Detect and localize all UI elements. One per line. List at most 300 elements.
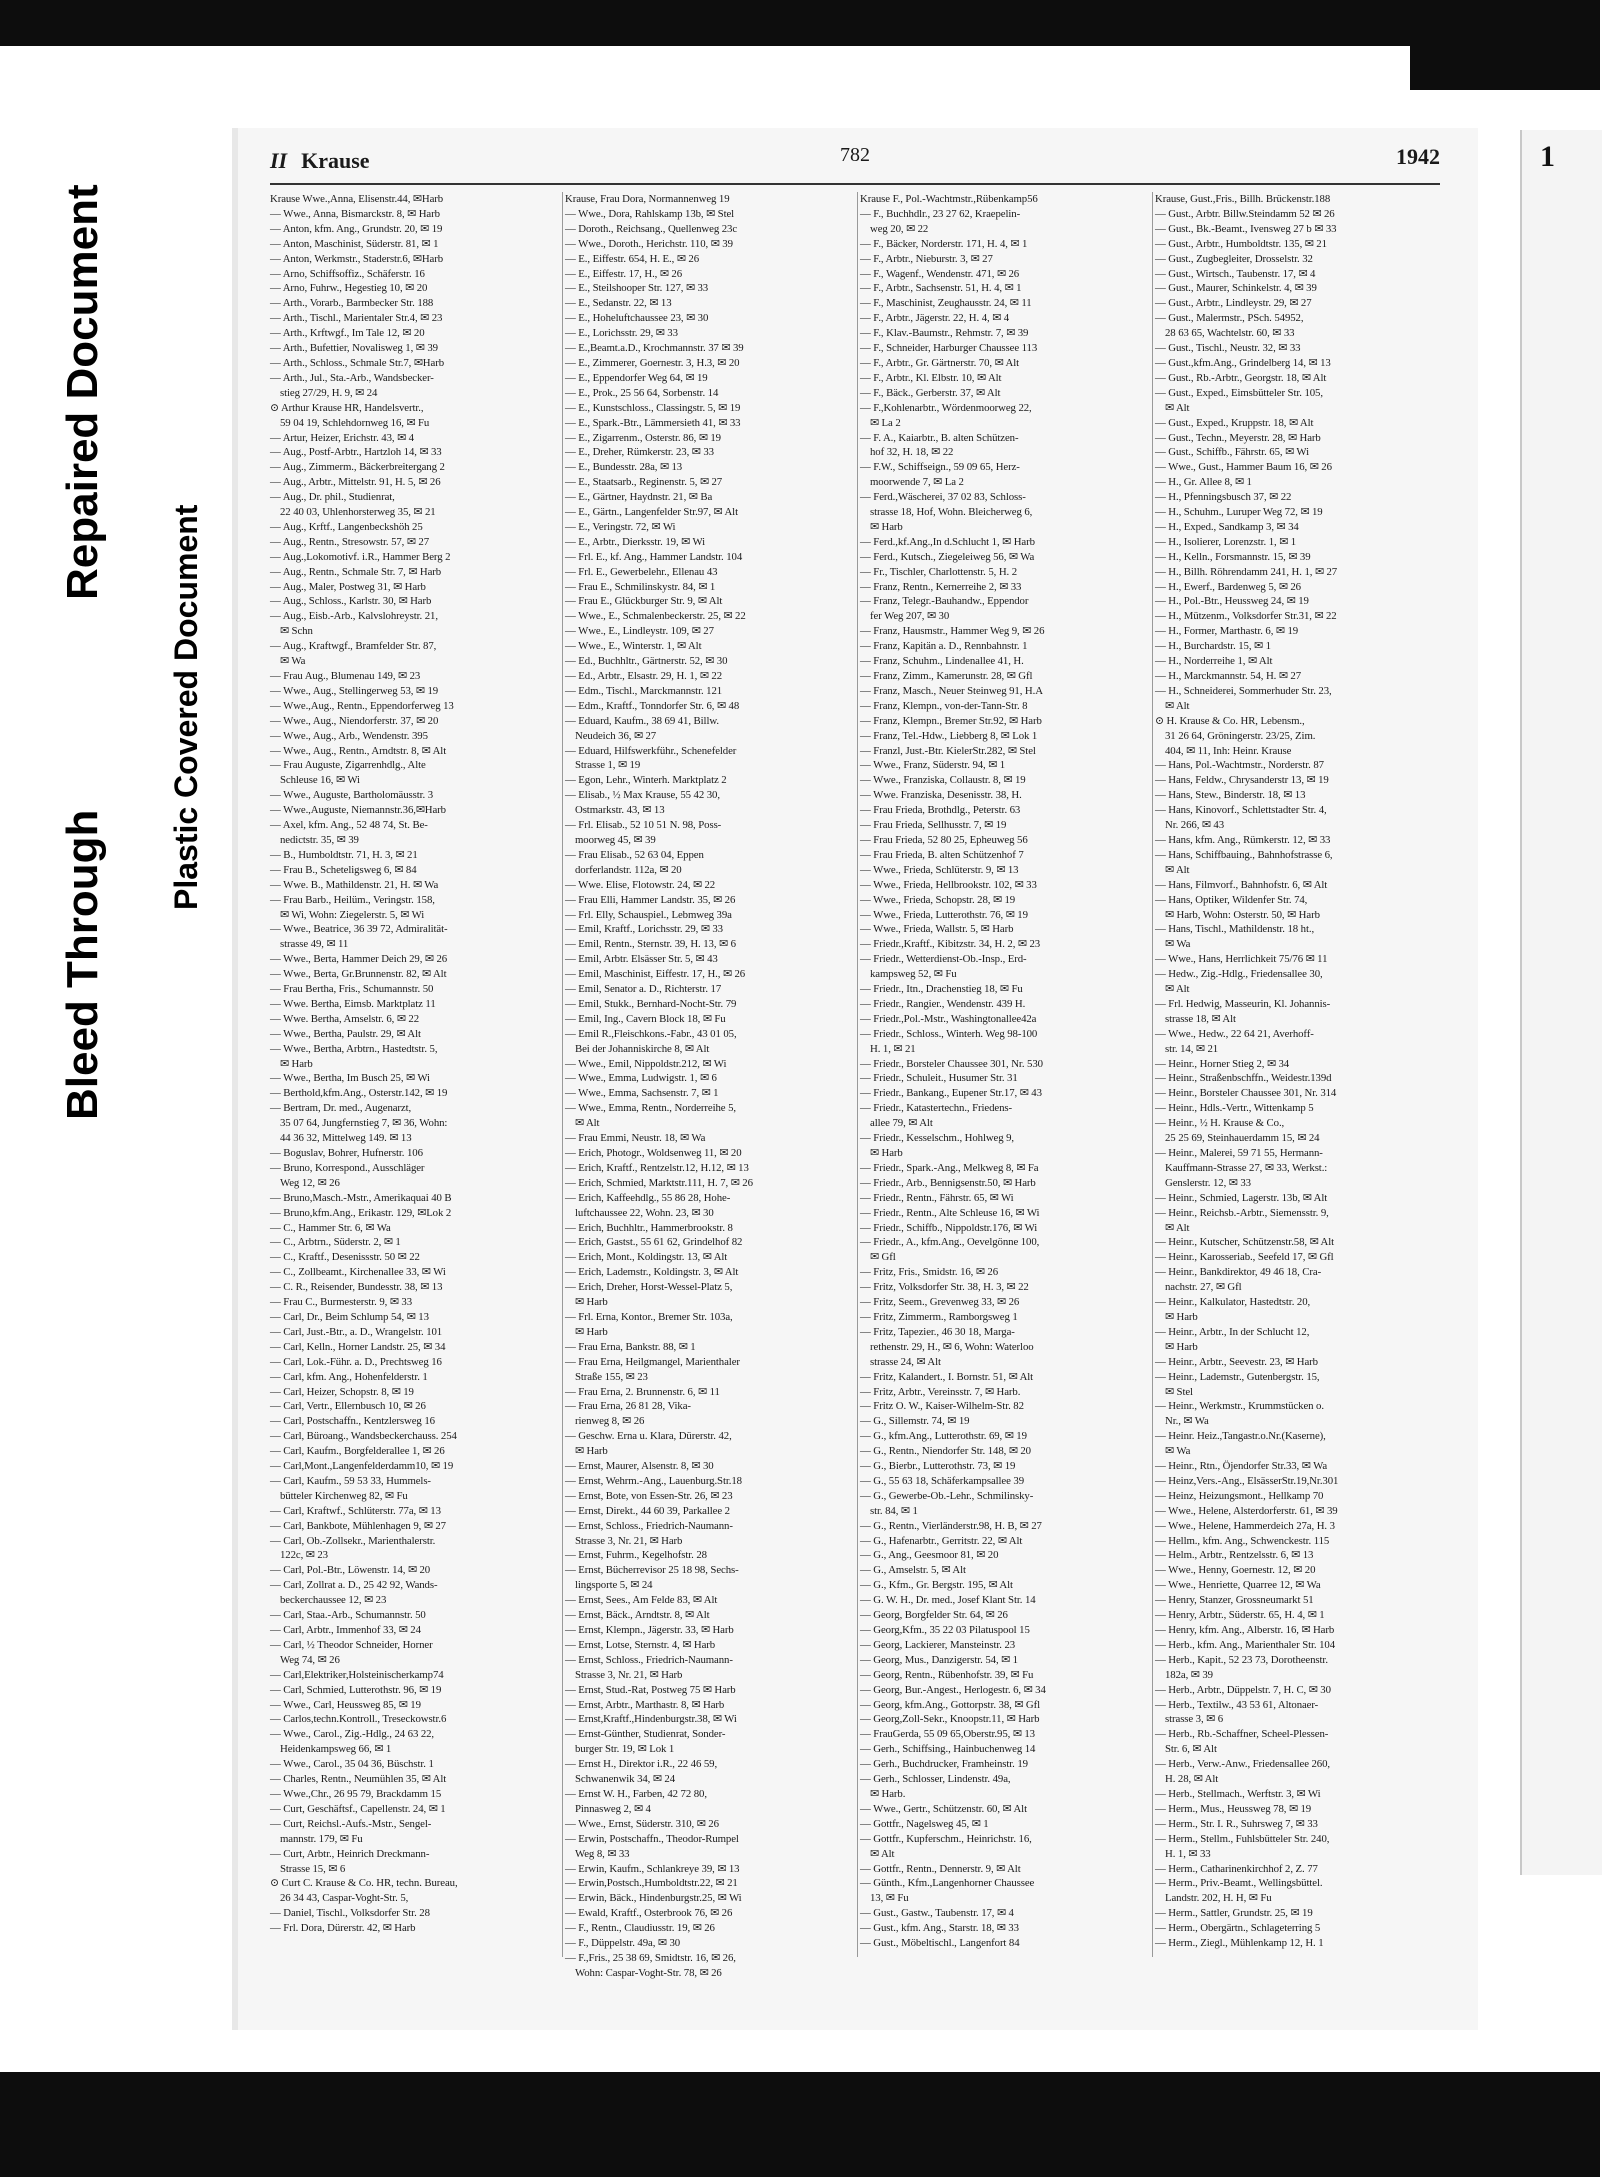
directory-entry: — Aug.,Lokomotivf. i.R., Hammer Berg 2	[270, 550, 451, 563]
directory-entry: — E., Kunstschloss., Classingstr. 5, ✉ 19	[565, 401, 741, 414]
directory-entry: — Fritz, Tapezier., 46 30 18, Marga-	[860, 1325, 1015, 1338]
directory-entry: — F., Arbtr., Sachsenstr. 51, H. 4, ✉ 1	[860, 282, 1022, 295]
directory-entry: — Fritz, Zimmerm., Ramborgsweg 1	[860, 1310, 1018, 1323]
directory-entry: Nr., ✉ Wa	[1165, 1415, 1209, 1428]
directory-entry: Krause, Frau Dora, Normannenweg 19	[565, 193, 730, 205]
directory-entry: Weg 12, ✉ 26	[280, 1176, 340, 1189]
directory-entry: — Gust., Maurer, Schinkelstr. 4, ✉ 39	[1155, 282, 1317, 295]
directory-entry: — H., Gr. Allee 8, ✉ 1	[1155, 476, 1252, 489]
directory-entry: — Emil, Rentn., Sternstr. 39, H. 13, ✉ 6	[565, 938, 736, 951]
directory-entry: — Heinz,Vers.-Ang., ElsässerStr.19,Nr.301	[1155, 1474, 1339, 1487]
directory-entry: — Gust., kfm. Ang., Starstr. 18, ✉ 33	[860, 1922, 1019, 1935]
directory-entry: — Wwe., Aug., Rentn., Arndtstr. 8, ✉ Alt	[270, 744, 447, 757]
directory-entry: ✉ Wa	[1165, 938, 1191, 951]
directory-entry: — Frau Frieda, B. alten Schützenhof 7	[860, 848, 1024, 861]
directory-entry: — Emil, Stukk., Bernhard-Nocht-Str. 79	[565, 997, 737, 1010]
directory-entry: — Heinr., ½ H. Krause & Co.,	[1155, 1117, 1285, 1130]
directory-entry: — Frau B., Scheteligsweg 6, ✉ 84	[270, 863, 417, 876]
directory-entry: — Ernst, Fuhrm., Kegelhofstr. 28	[565, 1549, 707, 1562]
directory-entry: — Fritz, Arbtr., Vereinsstr. 7, ✉ Harb.	[860, 1385, 1021, 1398]
directory-entry: mannstr. 179, ✉ Fu	[280, 1832, 363, 1845]
directory-entry: Bei der Johanniskirche 8, ✉ Alt	[575, 1042, 710, 1055]
directory-entry: — Emil, Ing., Cavern Block 18, ✉ Fu	[565, 1012, 726, 1025]
directory-entry: str. 14, ✉ 21	[1165, 1042, 1219, 1055]
directory-entry: — E., Eiffestr. 17, H., ✉ 26	[565, 267, 683, 280]
directory-entry: — Ernst, Schloss., Friedrich-Naumann-	[565, 1653, 733, 1666]
directory-entry: ✉ Gfl	[870, 1251, 896, 1264]
directory-entry: — Wwe., Carl, Heussweg 85, ✉ 19	[270, 1698, 421, 1711]
directory-entry: — Wwe., E., Lindleystr. 109, ✉ 27	[565, 625, 714, 638]
directory-entry: ✉ Alt	[575, 1117, 600, 1130]
directory-entry: Straße 155, ✉ 23	[575, 1370, 648, 1383]
directory-entry: — Wwe., Emil, Nippoldstr.212, ✉ Wi	[565, 1057, 727, 1070]
directory-entry: — Wwe., E., Winterstr. 1, ✉ Alt	[565, 640, 702, 653]
directory-entry: — H., Isolierer, Lorenzstr. 1, ✉ 1	[1155, 535, 1297, 548]
directory-entry: — Erich, Schmied, Marktstr.111, H. 7, ✉ 26	[565, 1176, 753, 1189]
directory-entry: — Frau Elisab., 52 63 04, Eppen	[565, 848, 704, 861]
directory-entry: — Gust., Exped., Eimsbütteler Str. 105,	[1155, 386, 1323, 399]
directory-entry: — Heinr., Arbtr., Seevestr. 23, ✉ Harb	[1155, 1355, 1318, 1368]
directory-entry: — H., Marckmannstr. 54, H. ✉ 27	[1155, 670, 1301, 682]
directory-entry: — Herb., Rb.-Schaffner, Scheel-Plessen-	[1155, 1728, 1329, 1741]
directory-entry: — Aug., Arbtr., Mittelstr. 91, H. 5, ✉ 26	[270, 476, 441, 489]
directory-entry: Heidenkampsweg 66, ✉ 1	[280, 1743, 392, 1756]
directory-entry: — Wwe., Dora, Rahlskamp 13b, ✉ Stel	[565, 207, 735, 220]
directory-entry: — Friedr.,Pol.-Mstr., Washingtonallee42a	[860, 1012, 1037, 1025]
directory-entry: — F., Arbtr., Kl. Elbstr. 10, ✉ Alt	[860, 371, 1002, 384]
directory-entry: — Hans, kfm. Ang., Rümkerstr. 12, ✉ 33	[1155, 833, 1331, 846]
directory-entry: — Anton, kfm. Ang., Grundstr. 20, ✉ 19	[270, 222, 443, 235]
directory-entry: — Fritz, Kalandert., I. Bornstr. 51, ✉ Alt	[860, 1370, 1034, 1383]
directory-entry: — Emil, Maschinist, Eiffestr. 17, H., ✉ 26	[565, 968, 746, 981]
directory-entry: — Gust., Gastw., Taubenstr. 17, ✉ 4	[860, 1907, 1014, 1920]
column-divider	[562, 192, 563, 1957]
directory-entry: — Gust., Arbtr., Lindleystr. 29, ✉ 27	[1155, 297, 1312, 310]
directory-entry: — Gerh., Buchdrucker, Framheinstr. 19	[860, 1758, 1028, 1771]
directory-entry: — Carl, Staa.-Arb., Schumannstr. 50	[270, 1609, 426, 1622]
directory-entry: ✉ Harb.	[870, 1787, 906, 1800]
directory-entry: — Gust., Arbtr. Billw.Steindamm 52 ✉ 26	[1155, 207, 1335, 220]
directory-entry: — Herb., Verw.-Anw., Friedensallee 260,	[1155, 1758, 1331, 1771]
next-page-edge	[1520, 130, 1602, 1875]
plastic-covered-label: Plastic Covered Document	[168, 504, 204, 910]
directory-entry: — G., Amselstr. 5, ✉ Alt	[860, 1564, 966, 1577]
directory-entry: — Carlos,techn.Kontroll., Treseckowstr.6	[270, 1713, 447, 1726]
directory-entry: — Bruno,kfm.Ang., Erikastr. 129, ✉Lok 2	[270, 1206, 452, 1219]
directory-entry: Krause Wwe.,Anna, Elisenstr.44, ✉Harb	[270, 193, 444, 205]
directory-entry: — Arth., Vorarb., Barmbecker Str. 188	[270, 297, 434, 310]
directory-entry: — Georg, Bur.-Angest., Herlogestr. 6, ✉ 34	[860, 1683, 1046, 1696]
directory-entry: — Anton, Maschinist, Süderstr. 81, ✉ 1	[270, 237, 439, 250]
directory-entry: — Aug., Zimmerm., Bäckerbreitergang 2	[270, 461, 445, 474]
directory-entry: — G., 55 63 18, Schäferkampsallee 39	[860, 1474, 1025, 1487]
directory-entry: — Henry, kfm. Ang., Alberstr. 16, ✉ Harb	[1155, 1624, 1335, 1636]
directory-entry: — Wwe., Emma, Rentn., Norderreihe 5,	[565, 1102, 737, 1115]
directory-entry: — Franz, Rentn., Kernerreihe 2, ✉ 33	[860, 580, 1022, 593]
directory-entry: — Aug., Maler, Postweg 31, ✉ Harb	[270, 580, 426, 593]
document-condition-labels	[58, 120, 204, 1120]
directory-entry: — Ed., Arbtr., Elsastr. 29, H. 1, ✉ 22	[565, 670, 722, 682]
directory-entry: — F., Düppelstr. 49a, ✉ 30	[565, 1937, 681, 1950]
directory-entry: — Frl. Hedwig, Masseurin, Kl. Johannis-	[1155, 997, 1331, 1010]
directory-entry: — Friedr., Schloss., Winterh. Weg 98-100	[860, 1027, 1038, 1040]
directory-entry: — Friedr., Schiffb., Nippoldstr.176, ✉ Wi	[860, 1221, 1038, 1234]
directory-entry: — Elisab., ½ Max Krause, 55 42 30,	[565, 789, 720, 802]
directory-entry: dorferlandstr. 112a, ✉ 20	[575, 863, 682, 876]
directory-entry: — Wwe., Helene, Hammerdeich 27a, H. 3	[1155, 1519, 1335, 1532]
directory-entry: — Wwe., Hans, Herrlichkeit 75/76 ✉ 11	[1155, 953, 1328, 966]
page-header	[270, 144, 1440, 184]
directory-entry: — B., Humboldtstr. 71, H. 3, ✉ 21	[270, 848, 418, 861]
directory-entry: — Herm., Sattler, Grundstr. 25, ✉ 19	[1155, 1907, 1313, 1920]
directory-entry: — Heinr., Schmied, Lagerstr. 13b, ✉ Alt	[1155, 1191, 1328, 1204]
directory-entry: — Gust.,kfm.Ang., Grindelberg 14, ✉ 13	[1155, 356, 1331, 369]
directory-entry: — Frl. Elisab., 52 10 51 N. 98, Poss-	[565, 819, 722, 832]
directory-entry: — Friedr., Spark.-Ang., Melkweg 8, ✉ Fa	[860, 1161, 1039, 1174]
directory-entry: — Frl. Elly, Schauspiel., Lebmweg 39a	[565, 908, 732, 921]
directory-entry: ✉ Harb	[575, 1296, 608, 1309]
directory-entry: — Frau Frieda, 52 80 25, Epheuweg 56	[860, 833, 1028, 846]
directory-entry: — Doroth., Reichsang., Quellenweg 23c	[565, 222, 738, 235]
directory-entry: — Wwe., Carol., Zig.-Hdlg., 24 63 22,	[270, 1728, 435, 1741]
directory-entry: beckerchaussee 12, ✉ 23	[280, 1594, 387, 1607]
directory-entry: — Heinr., Arbtr., In der Schlucht 12,	[1155, 1325, 1310, 1338]
directory-entry: rienweg 8, ✉ 26	[575, 1415, 645, 1428]
directory-entry: — Charles, Rentn., Neumühlen 35, ✉ Alt	[270, 1773, 447, 1786]
directory-entry: — Herm., Str. I. R., Suhrsweg 7, ✉ 33	[1155, 1817, 1318, 1830]
directory-entry: — Emil, Kraftf., Lorichsstr. 29, ✉ 33	[565, 923, 723, 936]
directory-entry: strasse 49, ✉ 11	[280, 938, 349, 951]
directory-entry: — F., Klav.-Baumstr., Rehmstr. 7, ✉ 39	[860, 327, 1029, 340]
directory-entry: — Erich, Kaffeehdlg., 55 86 28, Hohe-	[565, 1191, 731, 1204]
directory-entry: — Herm., Priv.-Beamt., Wellingsbüttel.	[1155, 1877, 1323, 1890]
directory-entry: — H., Mützenm., Volksdorfer Str.31, ✉ 22	[1155, 610, 1337, 623]
directory-entry: — Heinr., Straßenbschffn., Weidestr.139d	[1155, 1072, 1332, 1085]
directory-entry: — Ernst, Bäck., Arndtstr. 8, ✉ Alt	[565, 1609, 710, 1622]
column-2	[565, 192, 850, 1979]
column-1	[270, 192, 555, 1957]
directory-entry: — C. R., Reisender, Bundesstr. 38, ✉ 13	[270, 1281, 443, 1294]
directory-entry: — H., Burchardstr. 15, ✉ 1	[1155, 640, 1271, 653]
directory-entry: — H., Norderreihe 1, ✉ Alt	[1155, 655, 1273, 668]
directory-entry: — Fritz, Seem., Grevenweg 33, ✉ 26	[860, 1296, 1020, 1309]
directory-entry: Landstr. 202, H. H, ✉ Fu	[1165, 1892, 1272, 1905]
directory-entry: — Herb., Textilw., 43 53 61, Altonaer-	[1155, 1698, 1319, 1711]
directory-entry: — Friedr., Katastertechn., Friedens-	[860, 1102, 1013, 1115]
directory-entry: — Carl, Bankbote, Mühlenhagen 9, ✉ 27	[270, 1519, 446, 1532]
directory-entry: — Hans, Kinovorf., Schlettstadter Str. 4,	[1155, 804, 1327, 817]
directory-entry: — C., Kraftf., Desenissstr. 50 ✉ 22	[270, 1251, 420, 1264]
directory-entry: — Friedr., Rentn., Fährstr. 65, ✉ Wi	[860, 1191, 1014, 1204]
directory-entry: — Gust., Wirtsch., Taubenstr. 17, ✉ 4	[1155, 267, 1316, 280]
directory-entry: — Axel, kfm. Ang., 52 48 74, St. Be-	[270, 819, 428, 832]
directory-entry: — Wwe., Bertha, Im Busch 25, ✉ Wi	[270, 1072, 430, 1085]
scan-border-top-right	[1410, 46, 1600, 90]
directory-entry: — F., Bäcker, Norderstr. 171, H. 4, ✉ 1	[860, 237, 1028, 250]
directory-entry: — Carl, Kelln., Horner Landstr. 25, ✉ 34	[270, 1340, 446, 1353]
directory-entry: ✉ Wa	[280, 655, 306, 668]
directory-entry: — Artur, Heizer, Erichstr. 43, ✉ 4	[270, 431, 414, 444]
directory-entry: — Heinr., Borsteler Chaussee 301, Nr. 314	[1155, 1087, 1337, 1100]
directory-entry: — Carl, kfm. Ang., Hohenfelderstr. 1	[270, 1370, 428, 1383]
directory-entry: — Erwin, Postschaffn., Theodor-Rumpel	[565, 1832, 739, 1845]
directory-entry: — Arth., Schloss., Schmale Str.7, ✉Harb	[270, 356, 444, 369]
directory-entry: — Aug., Eisb.-Arb., Kalvslohreystr. 21,	[270, 610, 438, 623]
directory-columns	[270, 192, 1440, 1979]
directory-entry: — G., Gewerbe-Ob.-Lehr., Schmilinsky-	[860, 1489, 1034, 1502]
directory-entry: — E., Zimmerer, Goernestr. 3, H.3, ✉ 20	[565, 356, 740, 369]
directory-entry: — Ed., Buchhltr., Gärtnerstr. 52, ✉ 30	[565, 655, 728, 668]
directory-entry: ✉ La 2	[870, 416, 901, 429]
directory-entry: 182a, ✉ 39	[1165, 1668, 1213, 1681]
directory-entry: — Edm., Kraftf., Tonndorfer Str. 6, ✉ 48	[565, 699, 740, 712]
directory-entry: ✉ Alt	[1165, 1221, 1190, 1234]
directory-entry: weg 20, ✉ 22	[870, 222, 929, 235]
directory-entry: — C., Zollbeamt., Kirchenallee 33, ✉ Wi	[270, 1266, 446, 1279]
directory-entry: — Frau Erna, 2. Brunnenstr. 6, ✉ 11	[565, 1385, 720, 1398]
directory-entry: nachstr. 27, ✉ Gfl	[1165, 1281, 1242, 1294]
directory-entry: — Friedr.,Kraftf., Kibitzstr. 34, H. 2, ✉ 23	[860, 938, 1041, 951]
directory-entry: — Anton, Werkmstr., Staderstr.6, ✉Harb	[270, 252, 444, 265]
directory-entry: — Friedr., Bankang., Eupener Str.17, ✉ 43	[860, 1087, 1042, 1100]
directory-entry: — Heinr., Horner Stieg 2, ✉ 34	[1155, 1057, 1290, 1070]
directory-entry: Strasse 1, ✉ 19	[575, 759, 641, 772]
directory-entry: — Georg, Lackierer, Mansteinstr. 23	[860, 1638, 1016, 1651]
directory-entry: — Ernst W. H., Farben, 42 72 80,	[565, 1787, 707, 1800]
directory-entry: — Emil, Senator a. D., Richterstr. 17	[565, 983, 722, 996]
directory-entry: Strasse 15, ✉ 6	[280, 1862, 346, 1875]
directory-entry: — Wwe., Franz, Süderstr. 94, ✉ 1	[860, 759, 1006, 772]
directory-entry: — Frau Auguste, Zigarrenhdlg., Alte	[270, 759, 426, 772]
directory-entry: — E., Zigarrenm., Osterstr. 86, ✉ 19	[565, 431, 721, 444]
directory-entry: — Herm., Ziegl., Mühlenkamp 12, H. 1	[1155, 1937, 1324, 1950]
directory-entry: — Herb., kfm. Ang., Marienthaler Str. 104	[1155, 1638, 1336, 1651]
directory-entry: — Franz, Hausmstr., Hammer Weg 9, ✉ 26	[860, 625, 1045, 638]
directory-entry: — Carl, ½ Theodor Schneider, Horner	[270, 1638, 433, 1651]
scan-border-bottom	[0, 2072, 1600, 2177]
directory-entry: str. 84, ✉ 1	[870, 1504, 918, 1517]
directory-entry: — Curt, Geschäftsf., Capellenstr. 24, ✉ 1	[270, 1802, 446, 1815]
directory-entry: Wohn: Caspar-Voght-Str. 78, ✉ 26	[575, 1966, 722, 1979]
directory-entry: — Franz, Schuhm., Lindenallee 41, H.	[860, 655, 1024, 668]
directory-entry: — Bruno, Korrespond., Ausschläger	[270, 1161, 425, 1174]
directory-entry: — Ernst H., Direktor i.R., 22 46 59,	[565, 1758, 718, 1771]
directory-entry: — Fr., Tischler, Charlottenstr. 5, H. 2	[860, 565, 1018, 578]
directory-entry: — Friedr., Rangier., Wendenstr. 439 H.	[860, 997, 1026, 1010]
directory-entry: — Gust., Techn., Meyerstr. 28, ✉ Harb	[1155, 431, 1321, 444]
directory-entry: — Franz, Masch., Neuer Steinweg 91, H.A	[860, 684, 1043, 697]
directory-entry: — G., Sillemstr. 74, ✉ 19	[860, 1415, 970, 1428]
directory-entry: — Wwe., Auguste, Bartholomäusstr. 3	[270, 789, 434, 802]
directory-entry: moorweg 45, ✉ 39	[575, 833, 656, 846]
directory-entry: — Curt, Arbtr., Heinrich Dreckmann-	[270, 1847, 430, 1860]
directory-entry: — Wwe., Frieda, Hellbrookstr. 102, ✉ 33	[860, 878, 1037, 891]
header-year: 1942	[1396, 144, 1440, 169]
directory-entry: 26 34 43, Caspar-Voght-Str. 5,	[280, 1892, 409, 1905]
directory-entry: — Carl, Heizer, Schopstr. 8, ✉ 19	[270, 1385, 414, 1398]
directory-entry: — Herm., Mus., Heussweg 78, ✉ 19	[1155, 1802, 1312, 1815]
directory-entry: — Arno, Fuhrw., Hegestieg 10, ✉ 20	[270, 282, 428, 295]
directory-entry: — Wwe.,Auguste, Niemannstr.36,✉Harb	[270, 804, 446, 817]
directory-entry: — Frau Erna, Bankstr. 88, ✉ 1	[565, 1340, 696, 1353]
directory-entry: — G., Rentn., Niendorfer Str. 148, ✉ 20	[860, 1445, 1031, 1458]
directory-entry: — Frau E., Schmilinskystr. 84, ✉ 1	[565, 580, 716, 593]
directory-entry: — Ernst, Arbtr., Marthastr. 8, ✉ Harb	[565, 1698, 725, 1711]
directory-entry: — Heinr., Karosseriab., Seefeld 17, ✉ Gfl	[1155, 1251, 1334, 1264]
directory-entry: Weg 8, ✉ 33	[575, 1847, 630, 1860]
directory-entry: — E.,Beamt.a.D., Krochmannstr. 37 ✉ 39	[565, 342, 744, 355]
directory-entry: — Wwe., Aug., Arb., Wendenstr. 395	[270, 729, 428, 742]
directory-entry: — H., Exped., Sandkamp 3, ✉ 34	[1155, 520, 1299, 533]
directory-entry: 122c, ✉ 23	[280, 1549, 328, 1562]
directory-entry: — Arth., Krftwgf., Im Tale 12, ✉ 20	[270, 327, 425, 340]
directory-entry: — Heinr., Reichsb.-Arbtr., Siemensstr. 9,	[1155, 1206, 1329, 1219]
page-number: 782	[840, 144, 870, 166]
directory-entry: — Gerh., Schiffsing., Hainbuchenweg 14	[860, 1743, 1036, 1756]
directory-entry: — Hans, Tischl., Mathildenstr. 18 ht.,	[1155, 923, 1315, 936]
directory-entry: H. 1, ✉ 21	[870, 1042, 916, 1055]
directory-entry: — Eduard, Hilfswerkführ., Schenefelder	[565, 744, 737, 757]
directory-entry: — Carl, Arbtr., Immenhof 33, ✉ 24	[270, 1624, 421, 1636]
directory-entry: — Frau Emmi, Neustr. 18, ✉ Wa	[565, 1132, 706, 1145]
directory-entry: ✉ Harb, Wohn: Osterstr. 50, ✉ Harb	[1165, 908, 1320, 921]
directory-entry: — Gerh., Schlosser, Lindenstr. 49a,	[860, 1773, 1011, 1786]
directory-entry: — Franz, Klempn., von-der-Tann-Str. 8	[860, 699, 1028, 712]
directory-entry: — Aug., Postf-Arbtr., Hartzloh 14, ✉ 33	[270, 446, 442, 459]
header-rule	[270, 183, 1440, 185]
directory-entry: — Wwe., Frieda, Schopstr. 28, ✉ 19	[860, 893, 1016, 906]
directory-entry: — Gottfr., Kupferschm., Heinrichstr. 16,	[860, 1832, 1032, 1845]
directory-entry: — F., Arbtr., Gr. Gärtnerstr. 70, ✉ Alt	[860, 356, 1020, 369]
directory-entry: ✉ Harb	[1165, 1310, 1198, 1323]
directory-entry: — Emil R.,Fleischkons.-Fabr., 43 01 05,	[565, 1027, 737, 1040]
directory-entry: — Wwe., Bertha, Paulstr. 29, ✉ Alt	[270, 1027, 421, 1040]
directory-entry: — Carl, Postschaffn., Kentzlersweg 16	[270, 1415, 435, 1428]
directory-entry: — E., Steilshooper Str. 127, ✉ 33	[565, 282, 709, 295]
directory-entry: — Frl. Dora, Dürerstr. 42, ✉ Harb	[270, 1922, 416, 1935]
directory-entry: ✉ Schn	[280, 625, 313, 638]
directory-entry: strasse 18, ✉ Alt	[1165, 1012, 1236, 1025]
directory-entry: — Erich, Mont., Koldingstr. 13, ✉ Alt	[565, 1251, 728, 1264]
directory-entry: — Gust., Möbeltischl., Langenfort 84	[860, 1937, 1020, 1950]
directory-entry: — Carl, Lok.-Führ. a. D., Prechtsweg 16	[270, 1355, 442, 1368]
directory-entry: — Ernst, Bote, von Essen-Str. 26, ✉ 23	[565, 1489, 733, 1502]
directory-entry: 28 63 65, Wachtelstr. 60, ✉ 33	[1165, 327, 1295, 340]
directory-entry: — E., Gärtn., Langenfelder Str.97, ✉ Alt	[565, 506, 738, 519]
directory-entry: Neudeich 36, ✉ 27	[575, 729, 657, 742]
directory-entry: — Gust., Bk.-Beamt., Ivensweg 27 b ✉ 33	[1155, 222, 1337, 235]
directory-entry: — Gust., Malermstr., PSch. 54952,	[1155, 312, 1304, 325]
directory-entry: — Frau E., Glückburger Str. 9, ✉ Alt	[565, 595, 723, 608]
directory-entry: 22 40 03, Uhlenhorsterweg 35, ✉ 21	[280, 506, 436, 519]
directory-entry: — H., Pfenningsbusch 37, ✉ 22	[1155, 491, 1292, 504]
directory-entry: ⊙ Curt C. Krause & Co. HR, techn. Bureau,	[270, 1877, 458, 1890]
column-3	[860, 192, 1145, 1957]
directory-entry: Weg 74, ✉ 26	[280, 1653, 340, 1666]
directory-entry: — Franz, Zimm., Kamerunstr. 28, ✉ Gfl	[860, 670, 1033, 682]
directory-entry: — Edm., Tischl., Marckmannstr. 121	[565, 684, 723, 697]
directory-entry: — Frau Frieda, Brothdlg., Peterstr. 63	[860, 804, 1021, 817]
directory-entry: — Aug., Krftf., Langenbeckshöh 25	[270, 520, 423, 533]
directory-entry: — F., Arbtr., Nieburstr. 3, ✉ 27	[860, 252, 993, 265]
directory-entry: — Wwe. Bertha, Eimsb. Marktplatz 11	[270, 997, 436, 1010]
directory-entry: — F.,Fris., 25 38 69, Smidtstr. 16, ✉ 26,	[565, 1951, 736, 1964]
directory-entry: strasse 3, ✉ 6	[1165, 1713, 1224, 1726]
directory-entry: — Carl, Ob.-Zollsekr., Marienthalerstr.	[270, 1534, 436, 1547]
directory-entry: — Erwin,Postsch.,Humboldtstr.22, ✉ 21	[565, 1877, 738, 1890]
directory-entry: — Heinr., Kalkulator, Hastedtstr. 20,	[1155, 1296, 1311, 1309]
directory-entry: — Wwe., Berta, Hammer Deich 29, ✉ 26	[270, 953, 448, 966]
directory-entry: — Gottfr., Nagelsweg 45, ✉ 1	[860, 1817, 989, 1830]
directory-entry: — Ernst-Günther, Studienrat, Sonder-	[565, 1728, 726, 1741]
directory-entry: — H., Ewerf., Bardenweg 5, ✉ 26	[1155, 580, 1301, 593]
directory-entry: — Wwe., Hedw., 22 64 21, Averhoff-	[1155, 1027, 1314, 1040]
directory-entry: — Ernst, Maurer, Alsenstr. 8, ✉ 30	[565, 1460, 714, 1473]
directory-entry: — Arno, Schiffsoffiz., Schäferstr. 16	[270, 267, 425, 280]
directory-entry: — Fritz O. W., Kaiser-Wilhelm-Str. 82	[860, 1400, 1024, 1413]
directory-entry: — Heinr., Kutscher, Schützenstr.58, ✉ Alt	[1155, 1236, 1335, 1249]
directory-entry: 31 26 64, Gröningerstr. 23/25, Zim.	[1165, 729, 1316, 742]
directory-entry: — Hans, Pol.-Wachtmstr., Norderstr. 87	[1155, 759, 1324, 772]
directory-entry: — Wwe., E., Schmalenbeckerstr. 25, ✉ 22	[565, 610, 746, 623]
directory-entry: — Wwe., Anna, Bismarckstr. 8, ✉ Harb	[270, 207, 440, 220]
directory-entry: ✉ Alt	[1165, 983, 1190, 996]
directory-entry: stieg 27/29, H. 9, ✉ 24	[280, 386, 378, 399]
directory-entry: — Geschw. Erna u. Klara, Dürerstr. 42,	[565, 1430, 732, 1443]
directory-entry: — Wwe., Aug., Stellingerweg 53, ✉ 19	[270, 684, 439, 697]
directory-entry: — F., Wagenf., Wendenstr. 471, ✉ 26	[860, 267, 1020, 280]
header-name: Krause	[301, 148, 370, 173]
directory-entry: — Boguslav, Bohrer, Hufnerstr. 106	[270, 1147, 423, 1159]
directory-entry: kampsweg 52, ✉ Fu	[870, 968, 957, 981]
directory-entry: — Ernst, Klempn., Jägerstr. 33, ✉ Harb	[565, 1624, 734, 1636]
directory-entry: — Arth., Jul., Sta.-Arb., Wandsbecker-	[270, 371, 434, 384]
directory-entry: 25 25 69, Steinhauerdamm 15, ✉ 24	[1165, 1132, 1320, 1145]
directory-entry: Kauffmann-Strasse 27, ✉ 33, Werkst.:	[1165, 1161, 1328, 1174]
directory-entry: — Wwe.,Chr., 26 95 79, Brackdamm 15	[270, 1787, 442, 1800]
directory-entry: — Heinr., Lademstr., Gutenbergstr. 15,	[1155, 1370, 1320, 1383]
directory-entry: — Wwe.,Aug., Rentn., Eppendorferweg 13	[270, 699, 454, 712]
directory-entry: — Georg, Rentn., Rübenhofstr. 39, ✉ Fu	[860, 1668, 1034, 1681]
directory-entry: bütteler Kirchenweg 82, ✉ Fu	[280, 1489, 408, 1502]
directory-entry: — Erich, Gastst., 55 61 62, Grindelhof 82	[565, 1236, 743, 1249]
directory-entry: — Frau Erna, 26 81 28, Vika-	[565, 1400, 691, 1413]
directory-entry: — Wwe., Emma, Ludwigstr. 1, ✉ 6	[565, 1072, 717, 1085]
directory-entry: — Gottfr., Rentn., Dennerstr. 9, ✉ Alt	[860, 1862, 1021, 1875]
directory-entry: moorwende 7, ✉ La 2	[870, 476, 964, 489]
directory-entry: — Ernst, Schloss., Friedrich-Naumann-	[565, 1519, 733, 1532]
directory-entry: nedictstr. 35, ✉ 39	[280, 833, 359, 846]
directory-entry: — Heinr., Malerei, 59 71 55, Hermann-	[1155, 1147, 1323, 1159]
directory-entry: — Georg, Mus., Danzigerstr. 54, ✉ 1	[860, 1653, 1018, 1666]
directory-entry: — Frl. E., kf. Ang., Hammer Landstr. 104	[565, 550, 743, 563]
directory-entry: — Ferd.,Wäscherei, 37 02 83, Schloss-	[860, 491, 1026, 504]
directory-entry: Nr. 266, ✉ 43	[1165, 819, 1225, 832]
directory-entry: — Erich, Lademstr., Koldingstr. 3, ✉ Alt	[565, 1266, 739, 1279]
directory-entry: — E., Eppendorfer Weg 64, ✉ 19	[565, 371, 708, 384]
directory-entry: lingsporte 5, ✉ 24	[575, 1579, 653, 1592]
directory-entry: strasse 24, ✉ Alt	[870, 1355, 941, 1368]
directory-entry: — E., Sedanstr. 22, ✉ 13	[565, 297, 672, 310]
directory-entry: — H., Kelln., Forsmannstr. 15, ✉ 39	[1155, 550, 1311, 563]
directory-entry: — H., Schuhm., Luruper Weg 72, ✉ 19	[1155, 506, 1323, 519]
directory-entry: — Franz, Kapitän a. D., Rennbahnstr. 1	[860, 640, 1028, 653]
directory-entry: — Hellm., kfm. Ang., Schwenckestr. 115	[1155, 1534, 1330, 1547]
directory-entry: — Fritz, Fris., Smidstr. 16, ✉ 26	[860, 1266, 999, 1279]
directory-entry: — Carl,Elektriker,Holsteinischerkamp74	[270, 1668, 444, 1681]
directory-entry: — Ernst, Sees., Am Felde 83, ✉ Alt	[565, 1594, 718, 1607]
directory-entry: — Hedw., Zig.-Hdlg., Friedensallee 30,	[1155, 968, 1323, 981]
